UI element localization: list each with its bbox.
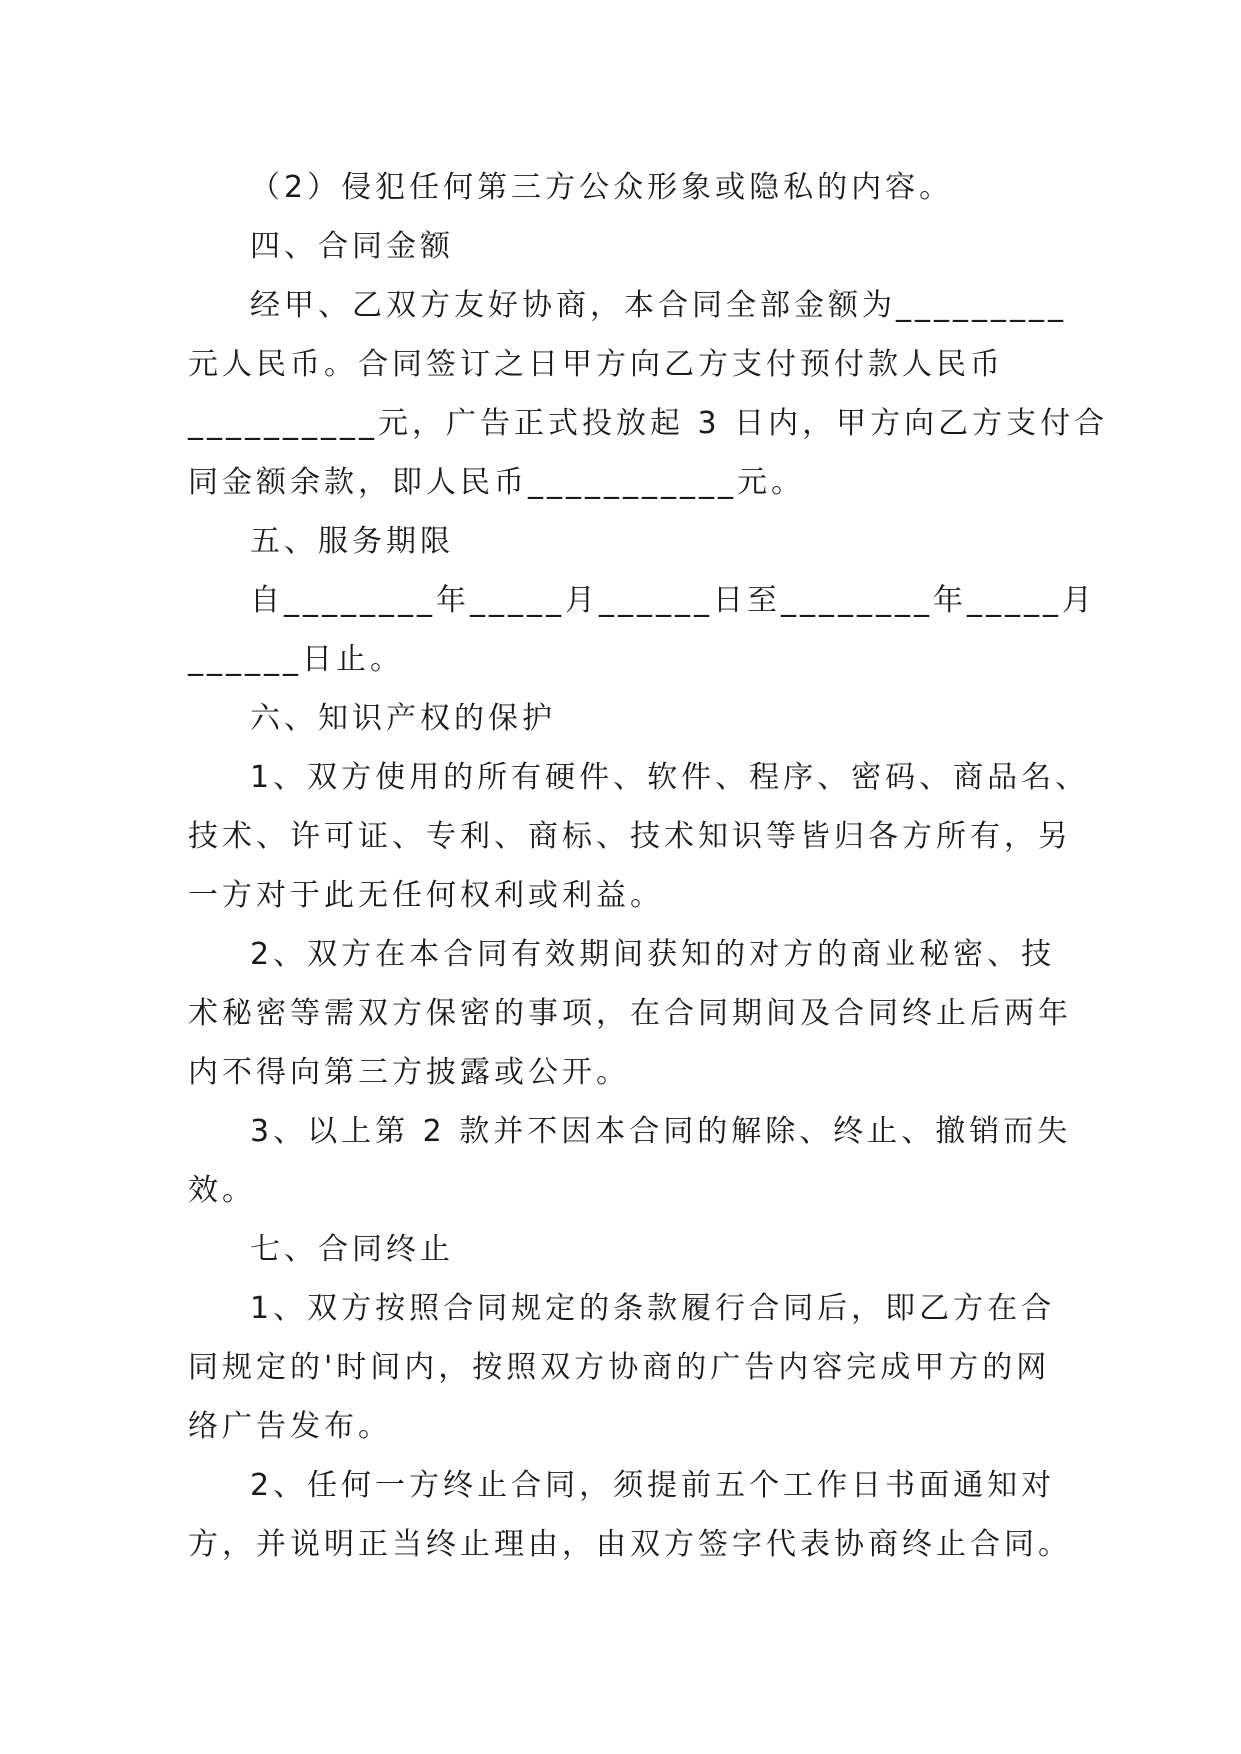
document-body: [188, 158, 1109, 1574]
text-line: 元人民币。合同签订之日甲方向乙方支付预付款人民币: [188, 347, 1004, 382]
text-line: 效。: [188, 1173, 256, 1208]
text-line: 内不得向第三方披露或公开。: [188, 1055, 630, 1090]
section-heading-contract-amount: 四、合同金额: [250, 229, 454, 264]
text-line: 经甲、乙双方友好协商，本合同全部金额为_________: [250, 288, 1067, 323]
text-line: 同规定的'时间内，按照双方协商的广告内容完成甲方的网: [188, 1350, 1051, 1385]
text-line: 技术、许可证、专利、商标、技术知识等皆归各方所有，另: [188, 819, 1072, 854]
section-heading-contract-termination: 七、合同终止: [250, 1232, 454, 1267]
text-line: ______日止。: [188, 642, 404, 677]
text-line: 同金额余款，即人民币___________元。: [188, 465, 805, 500]
text-line: 自________年_____月______日至________年_____月: [250, 583, 1096, 618]
text-line: 3、以上第 2 款并不因本合同的解除、终止、撤销而失: [250, 1114, 1072, 1149]
text-line: 1、双方使用的所有硬件、软件、程序、密码、商品名、: [250, 760, 1090, 795]
text-line: 一方对于此无任何权利或利益。: [188, 878, 664, 913]
text-line: 2、任何一方终止合同，须提前五个工作日书面通知对: [250, 1468, 1056, 1503]
text-line: 1、双方按照合同规定的条款履行合同后，即乙方在合: [250, 1291, 1056, 1326]
text-line: 2、双方在本合同有效期间获知的对方的商业秘密、技: [250, 937, 1056, 972]
text-line: 术秘密等需双方保密的事项，在合同期间及合同终止后两年: [188, 996, 1072, 1031]
section-heading-ip-protection: 六、知识产权的保护: [250, 701, 556, 736]
text-line: （2）侵犯任何第三方公众形象或隐私的内容。: [250, 170, 954, 205]
text-line: 络广告发布。: [188, 1409, 392, 1444]
text-line: __________元，广告正式投放起 3 日内，甲方向乙方支付合: [188, 406, 1109, 441]
text-line: 方，并说明正当终止理由，由双方签字代表协商终止合同。: [188, 1527, 1072, 1562]
section-heading-service-period: 五、服务期限: [250, 524, 454, 559]
